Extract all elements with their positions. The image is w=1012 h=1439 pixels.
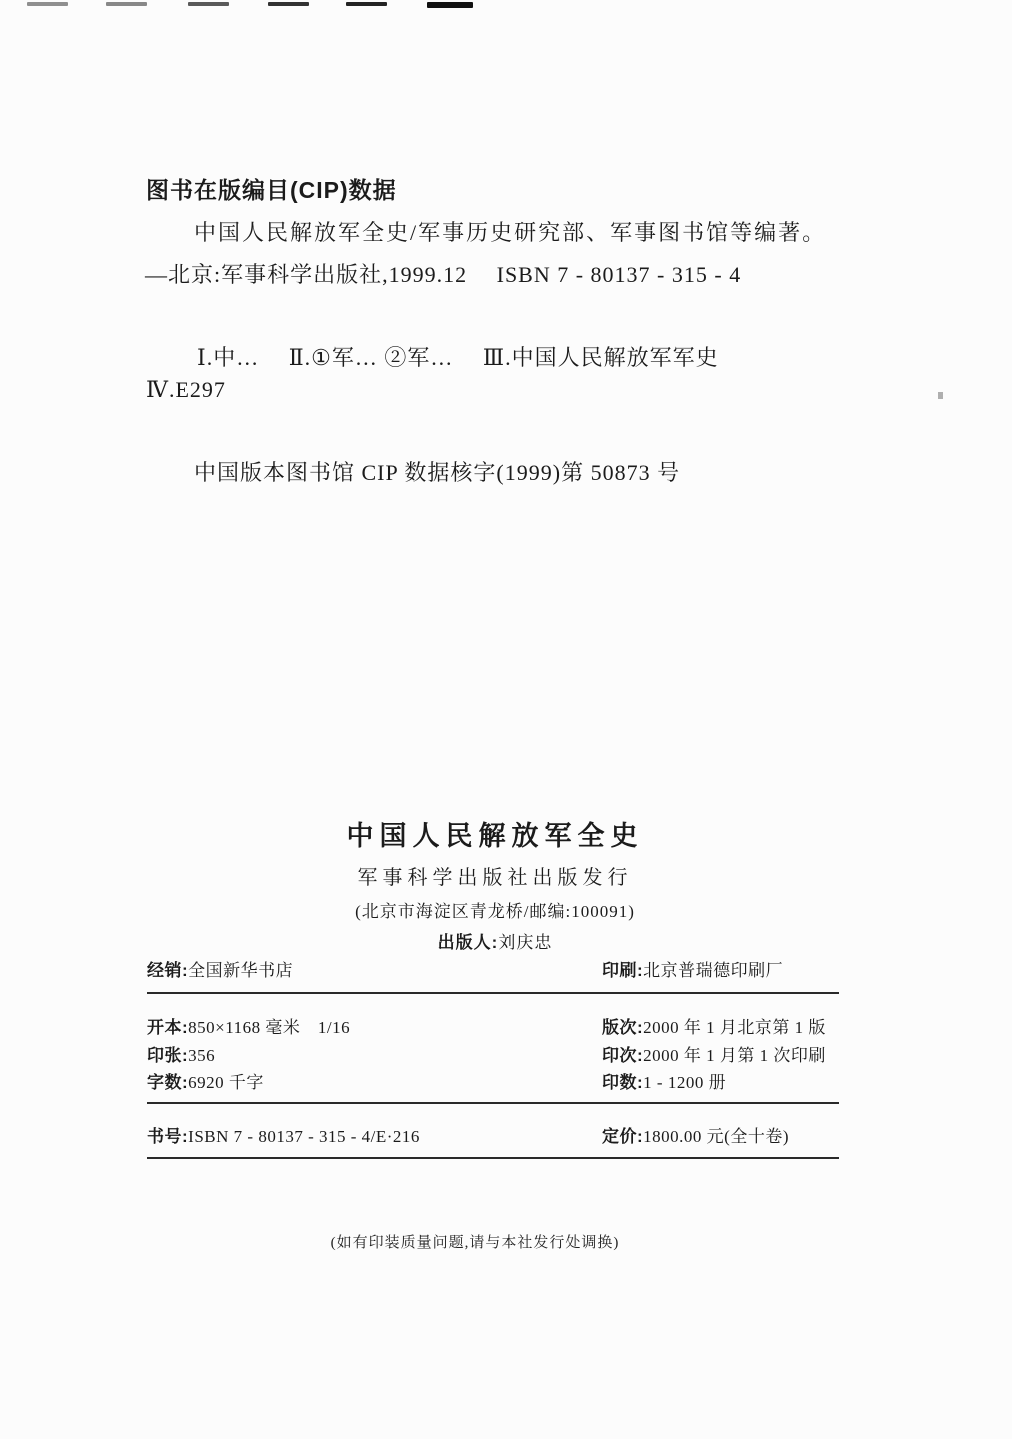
impression-label: 印次:	[602, 1046, 644, 1065]
isbn-price-row	[0, 1122, 1012, 1148]
cip-classification-line-1: Ⅰ.中… Ⅱ.①军… ②军… Ⅲ.中国人民解放军军史	[197, 345, 719, 370]
book-title: 中国人民解放军全史	[346, 821, 644, 851]
cip-classification-line-2: Ⅳ.E297	[146, 377, 226, 402]
impression-value: 2000 年 1 月第 1 次印刷	[643, 1046, 826, 1065]
spec-row-format	[0, 1013, 1012, 1039]
publisher-person-label: 出版人:	[437, 933, 499, 952]
distribution-row	[0, 956, 1012, 982]
edition-value: 2000 年 1 月北京第 1 版	[643, 1018, 826, 1037]
divider-rule	[147, 1157, 839, 1159]
publisher-address: (北京市海淀区青龙桥/邮编:100091)	[355, 902, 635, 921]
format-label: 开本:	[147, 1018, 189, 1037]
exchange-note: (如有印装质量问题,请与本社发行处调换)	[330, 1235, 620, 1251]
printing-value: 北京普瑞德印刷厂	[643, 961, 784, 980]
cip-header: 图书在版编目(CIP)数据	[146, 177, 397, 203]
scan-artifact-mark	[346, 2, 387, 6]
divider-rule	[147, 992, 839, 994]
printrun-value: 1 - 1200 册	[643, 1073, 727, 1092]
printing-label: 印刷:	[602, 961, 644, 980]
distribution-value: 全国新华书店	[188, 961, 294, 980]
edition-label: 版次:	[602, 1018, 644, 1037]
format-value: 850×1168 毫米 1/16	[188, 1018, 351, 1037]
isbn-label: 书号:	[147, 1127, 189, 1146]
cip-entry-line-1: 中国人民解放军全史/军事历史研究部、军事图书馆等编著。	[194, 220, 827, 245]
scan-artifact-mark	[427, 2, 473, 8]
publisher-line: 军事科学出版社出版发行	[357, 867, 633, 889]
cip-record-number: 中国版本图书馆 CIP 数据核字(1999)第 50873 号	[194, 460, 681, 485]
printrun-label: 印数:	[602, 1073, 644, 1092]
spec-row-wordcount	[0, 1068, 1012, 1094]
wordcount-label: 字数:	[147, 1073, 189, 1092]
scan-artifact-mark	[188, 2, 229, 6]
publisher-person	[145, 928, 845, 953]
price-value: 1800.00 元(全十卷)	[643, 1127, 789, 1146]
price-label: 定价:	[602, 1127, 644, 1146]
scan-artifact-mark	[27, 2, 68, 6]
divider-rule	[147, 1102, 839, 1104]
sheets-value: 356	[188, 1046, 216, 1065]
distribution-label: 经销:	[147, 961, 189, 980]
isbn-value: ISBN 7 - 80137 - 315 - 4/E·216	[188, 1127, 420, 1146]
scan-artifact-speck	[938, 392, 943, 399]
cip-entry-line-2: —北京:军事科学出版社,1999.12 ISBN 7 - 80137 - 315 - 4	[145, 262, 742, 287]
publisher-person-value: 刘庆忠	[498, 933, 553, 952]
scan-artifact-mark	[106, 2, 147, 6]
sheets-label: 印张:	[147, 1046, 189, 1065]
spec-row-sheets	[0, 1041, 1012, 1067]
wordcount-value: 6920 千字	[188, 1073, 264, 1092]
scan-artifact-mark	[268, 2, 309, 6]
